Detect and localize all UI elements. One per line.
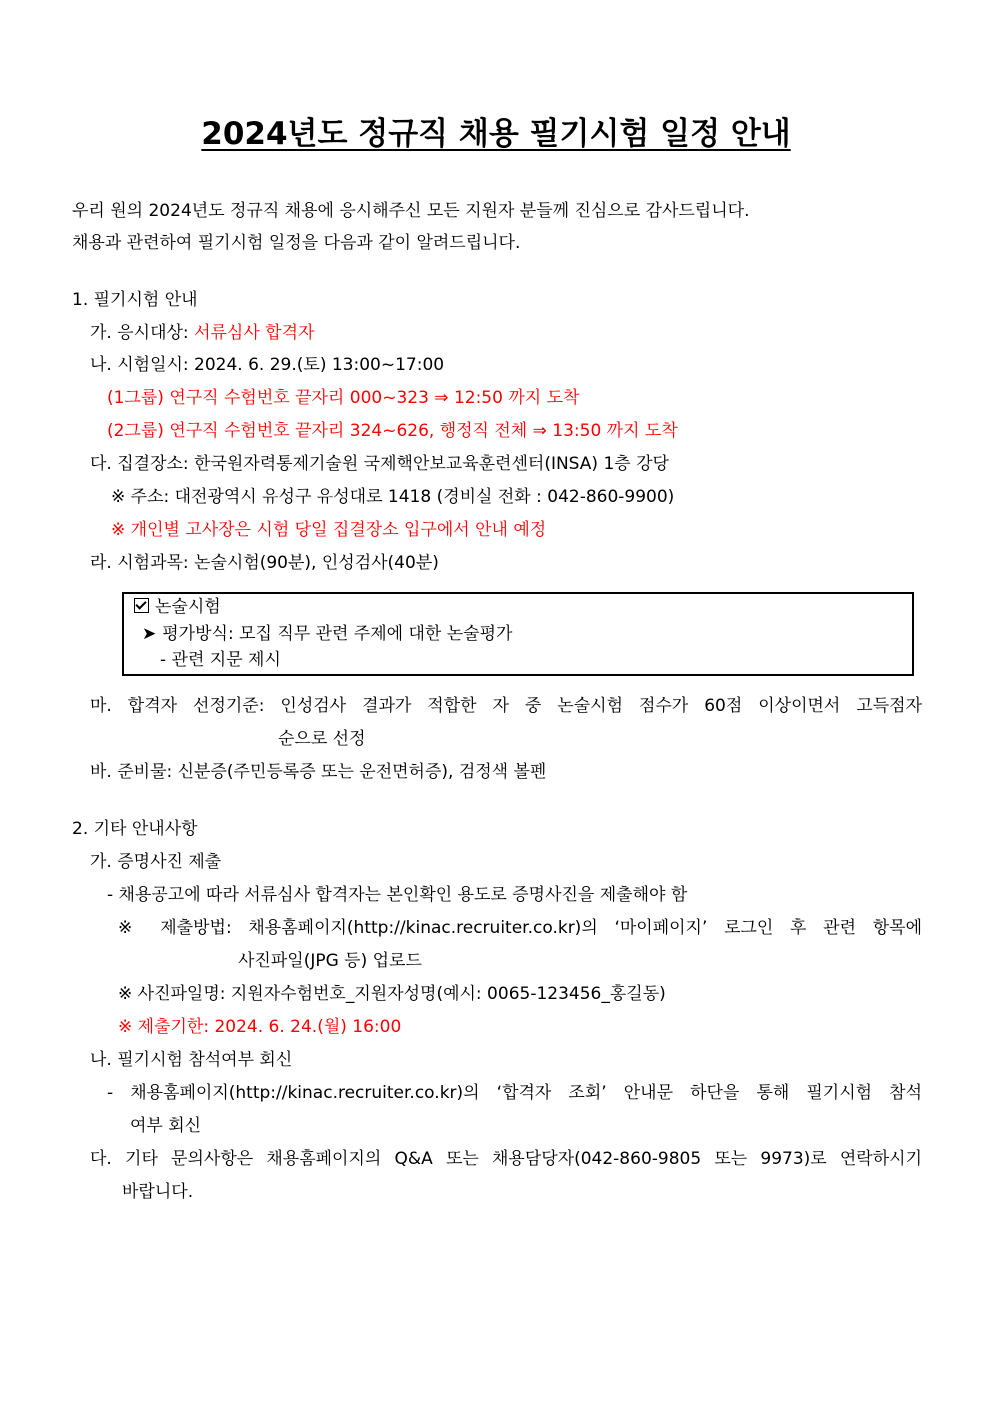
photo-filename-note: ※ 사진파일명: 지원자수험번호_지원자성명(예시: 0065-123456_홍길동) [118, 984, 666, 1004]
attendance-reply-line2: 여부 회신 [130, 1116, 202, 1136]
submission-deadline: ※ 제출기한: 2024. 6. 24.(월) 16:00 [118, 1017, 402, 1037]
photo-submission-desc: - 채용공고에 따라 서류심사 합격자는 본인확인 용도로 증명사진을 제출해야 함 [107, 885, 688, 905]
exam-info-box [122, 592, 914, 676]
section1-item-da: 다. 집결장소: 한국원자력통제기술원 국제핵안보교육훈련센터(INSA) 1층 강당 [90, 454, 669, 474]
intro-line-1: 우리 원의 2024년도 정규직 채용에 응시해주신 모든 지원자 분들께 진심으로 감사드립니다. [72, 201, 750, 221]
section1-item-ba: 바. 준비물: 신분증(주민등록증 또는 운전면허증), 검정색 볼펜 [90, 762, 547, 782]
arrowhead-icon: ➤ [142, 624, 157, 644]
section1-heading: 1. 필기시험 안내 [72, 290, 198, 310]
group2-arrival: (2그룹) 연구직 수험번호 끝자리 324~626, 행정직 전체 ⇒ 13:50 까지 도착 [107, 421, 678, 441]
group1-arrival: (1그룹) 연구직 수험번호 끝자리 000~323 ⇒ 12:50 까지 도착 [107, 388, 580, 408]
section1-item-ga [90, 321, 314, 345]
section2-item-da-line1: 다. 기타 문의사항은 채용홈페이지의 Q&A 또는 채용담당자(042-860-9805 또는 9973)로 연락하시기 [90, 1149, 922, 1169]
item-ga-value: 서류심사 합격자 [194, 323, 315, 343]
intro-line-2: 채용과 관련하여 필기시험 일정을 다음과 같이 알려드립니다. [72, 233, 521, 253]
item-ga-label: 가. 응시대상: [90, 323, 195, 343]
box-item: 논술시험 [134, 595, 221, 619]
attendance-reply-line1: - 채용홈페이지(http://kinac.recruiter.co.kr)의 ‘합격자 조회’ 안내문 하단을 통해 필기시험 참석 [107, 1083, 922, 1103]
section2-item-ga: 가. 증명사진 제출 [90, 852, 222, 872]
section1-item-na: 나. 시험일시: 2024. 6. 29.(토) 13:00~17:00 [90, 355, 445, 375]
section2-heading: 2. 기타 안내사항 [72, 819, 198, 839]
section2-item-na: 나. 필기시험 참석여부 회신 [90, 1050, 293, 1070]
box-sub: - 관련 지문 제시 [160, 650, 281, 670]
checkbox-checked-icon [134, 598, 149, 613]
box-method: ➤ 평가방식: 모집 직무 관련 주제에 대한 논술평가 [142, 624, 513, 644]
section1-item-ra: 라. 시험과목: 논술시험(90분), 인성검사(40분) [90, 553, 439, 573]
document-title: 2024년도 정규직 채용 필기시험 일정 안내 [201, 116, 791, 152]
section1-item-ma-line2: 순으로 선정 [278, 729, 366, 749]
section1-item-ma-line1: 마. 합격자 선정기준: 인성검사 결과가 적합한 자 중 논술시험 점수가 60점 이상이면서 고득점자 [90, 696, 922, 716]
submission-method-line1: ※ 제출방법: 채용홈페이지(http://kinac.recruiter.co.kr)의 ‘마이페이지’ 로그인 후 관련 항목에 [118, 918, 922, 938]
section2-item-da-line2: 바랍니다. [122, 1182, 194, 1202]
submission-method-line2: 사진파일(JPG 등) 업로드 [238, 951, 422, 971]
address-note: ※ 주소: 대전광역시 유성구 유성대로 1418 (경비실 전화 : 042-860-9900) [111, 487, 675, 507]
room-notice: ※ 개인별 고사장은 시험 당일 집결장소 입구에서 안내 예정 [111, 520, 547, 540]
